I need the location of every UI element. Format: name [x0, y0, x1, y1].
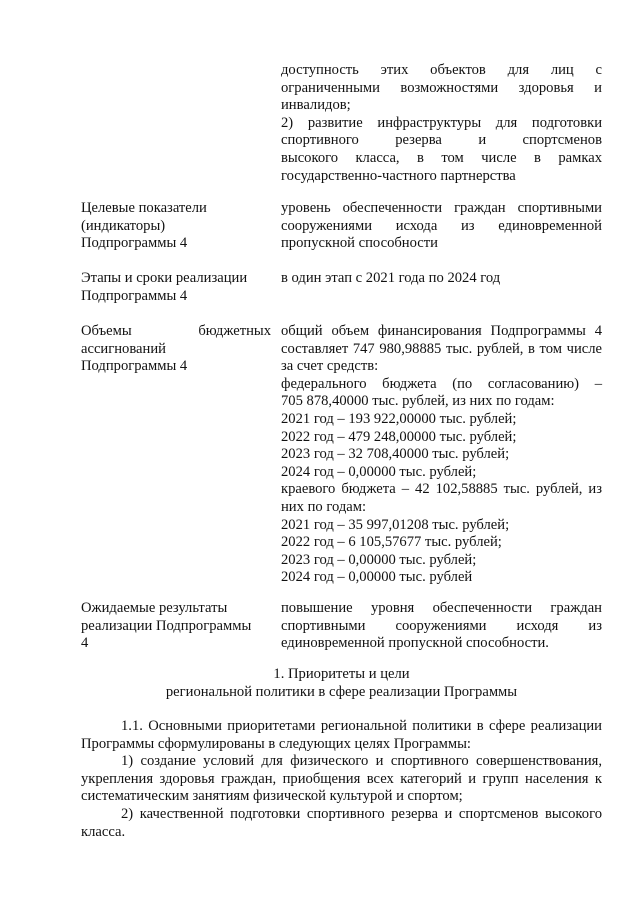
label-line: Ожидаемые результаты [81, 600, 228, 616]
section-heading [81, 666, 602, 701]
label-line: Подпрограммы 4 [81, 287, 188, 304]
value-line: 2021 год – 193 922,00000 тыс. рублей; [281, 410, 517, 427]
label-line: Этапы и сроки реализации [81, 270, 248, 286]
value-line: единовременной пропускной способности. [281, 635, 549, 652]
paragraph-1: 1.1. Основными приоритетами региональной политики в сфере реализации Программы сформулированы в следующих целях Программы: [81, 718, 602, 752]
value-line: общий объем финансирования Подпрограммы 4 [281, 323, 602, 339]
label-line: реализации Подпрограммы [81, 617, 252, 634]
label-line: Подпрограммы 4 [81, 358, 188, 375]
label-line: ассигнований [81, 340, 166, 357]
row-value-stages [281, 270, 602, 288]
value-line: 2022 год – 6 105,57677 тыс. рублей; [281, 534, 502, 551]
text-line: высокого класса, в том числе в рамках [281, 149, 602, 166]
table-continuation [281, 62, 602, 185]
value-line: 705 878,40000 тыс. рублей, из них по годам: [281, 393, 555, 410]
value-line: составляет 747 980,98885 тыс. рублей, в том числе [281, 340, 602, 357]
row-value-funding [281, 323, 602, 587]
value-line: федерального бюджета (по согласованию) – [281, 375, 602, 392]
section-heading-line-1: 1. Приоритеты и цели [273, 666, 410, 682]
paragraph-3: 2) качественной подготовки спортивного резерва и спортсменов высокого класса. [81, 805, 602, 840]
value-line: сооружениями исхода из единовременной [281, 217, 602, 234]
row-label-results [81, 600, 271, 653]
text-line: 2) развитие инфраструктуры для подготовки [281, 114, 602, 131]
section-body [81, 718, 602, 841]
section-heading-line-2: региональной политики в сфере реализации Программы [165, 683, 518, 700]
text-line: государственно-частного партнерства [281, 167, 516, 184]
value-line: за счет средств: [281, 358, 379, 375]
value-line: краевого бюджета – 42 102,58885 тыс. рублей, из [281, 481, 602, 498]
text-line: инвалидов; [281, 97, 351, 114]
row-label-targets [81, 200, 271, 253]
row-value-results [281, 600, 602, 653]
value-line: 2024 год – 0,00000 тыс. рублей; [281, 463, 477, 480]
value-line: 2022 год – 479 248,00000 тыс. рублей; [281, 428, 517, 445]
row-label-funding [81, 323, 271, 376]
label-line: Целевые показатели [81, 200, 207, 216]
label-line: Объемы бюджетных [81, 323, 271, 339]
text-line: доступность этих объектов для лиц с [281, 62, 602, 78]
value-line: 2023 год – 0,00000 тыс. рублей; [281, 551, 477, 568]
text-line: ограниченными возможностями здоровья и [281, 79, 602, 96]
value-line: пропускной способности [281, 235, 438, 252]
value-line: 2021 год – 35 997,01208 тыс. рублей; [281, 516, 510, 533]
value-line: повышение уровня обеспеченности граждан [281, 600, 602, 616]
text-line: спортивного резерва и спортсменов [281, 132, 602, 149]
row-label-stages [81, 270, 271, 305]
label-line: 4 [81, 635, 89, 652]
label-line: (индикаторы) [81, 217, 166, 234]
value-line: уровень обеспеченности граждан спортивными [281, 200, 602, 216]
paragraph-2: 1) создание условий для физического и спортивного совершенствования, укрепления здоровья граждан, приобщения всех категорий и групп населения к систематическим занятиям физической культурой и спортом; [81, 753, 602, 805]
row-value-targets [281, 200, 602, 253]
label-line: Подпрограммы 4 [81, 235, 188, 252]
value-line: спортивными сооружениями исходя из [281, 617, 602, 634]
value-line: в один этап с 2021 года по 2024 год [281, 270, 501, 286]
value-line: них по годам: [281, 498, 367, 515]
value-line: 2024 год – 0,00000 тыс. рублей [281, 569, 473, 586]
value-line: 2023 год – 32 708,40000 тыс. рублей; [281, 446, 510, 463]
